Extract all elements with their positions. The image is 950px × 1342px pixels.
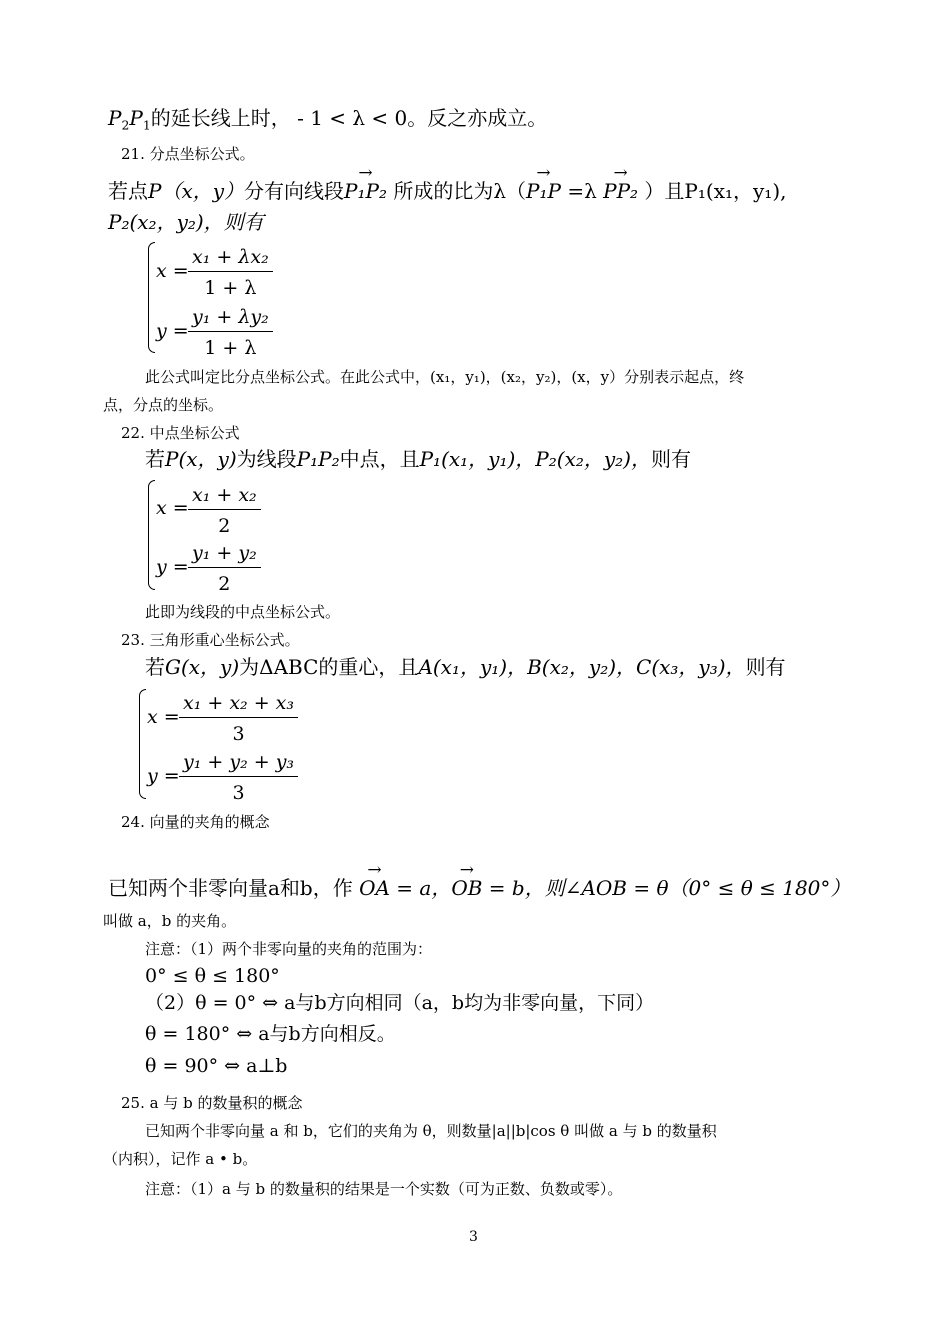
formula-x-lhs: x = xyxy=(156,260,189,282)
vector-oa: → OA xyxy=(359,878,390,898)
segment-p1p2: P₁P₂ xyxy=(296,447,340,471)
denominator: 3 xyxy=(232,723,245,745)
denominator: 3 xyxy=(232,782,245,804)
brace-bottom xyxy=(148,534,155,590)
formula-y-lhs: y = xyxy=(156,556,189,578)
text: = a， xyxy=(389,876,452,900)
numerator: y₁ + λy₂ xyxy=(188,306,273,332)
page-number: 3 xyxy=(469,1229,478,1245)
text: 若 xyxy=(145,655,165,679)
lambda-inequality: - 1 < λ < 0 xyxy=(290,106,408,130)
denominator: 2 xyxy=(218,515,231,537)
denominator: 1 + λ xyxy=(204,277,257,299)
vector-ob: → OB xyxy=(451,878,482,898)
numerator: y₁ + y₂ xyxy=(188,542,261,568)
point-p2: P₂(x₂，y₂)， xyxy=(535,447,651,471)
brace-bottom xyxy=(139,743,146,799)
p2-coordinates-line: P₂(x₂，y₂)，则有 xyxy=(108,210,264,234)
point-p: P(x，y) xyxy=(165,447,237,471)
text: 中点，且 xyxy=(339,447,420,471)
text: ）且P₁(x₁，y₁), xyxy=(638,179,787,203)
fraction-y-midpoint xyxy=(188,542,261,595)
point-p1: P₁(x₁，y₁)， xyxy=(419,447,536,471)
numerator: y₁ + y₂ + y₃ xyxy=(179,751,298,777)
denominator: 1 + λ xyxy=(204,337,257,359)
point-b: B(x₂，y₂)， xyxy=(527,655,637,679)
point-p1: P xyxy=(129,106,143,130)
note-25: 注意：（1）a 与 b 的数量积的结果是一个实数（可为正数、负数或零）。 xyxy=(145,1180,623,1198)
brace-top xyxy=(139,689,146,744)
angle-90: θ = 90° ⇔ a⊥b xyxy=(145,1055,288,1077)
fraction-x-midpoint xyxy=(188,484,261,537)
text: 所成的比为λ（ xyxy=(387,179,527,203)
heading-23: 23. 三角形重心坐标公式。 xyxy=(121,631,300,649)
angle-zero: （2）θ = 0° ⇔ a与b方向相同（a，b均为非零向量，下同） xyxy=(145,992,655,1014)
text: 则有 xyxy=(745,655,786,679)
formula-x-lhs: x = xyxy=(147,706,180,728)
brace-top xyxy=(148,480,155,535)
line-extension-condition xyxy=(108,106,548,133)
point-a: A(x₁，y₁)， xyxy=(418,655,528,679)
fraction-y-division xyxy=(188,306,273,359)
heading-24: 24. 向量的夹角的概念 xyxy=(121,813,270,831)
note-24: 注意：（1）两个非零向量的夹角的范围为： xyxy=(145,940,433,958)
note-21-line1: 此公式叫定比分点坐标公式。在此公式中，(x₁，y₁)，(x₂，y₂)，(x，y）分别表示起点，终 xyxy=(145,368,745,386)
dot-product-definition-line2: （内积），记作 a • b。 xyxy=(103,1150,258,1168)
fraction-x-division xyxy=(188,246,273,299)
line1-tail: 。反之亦成立。 xyxy=(407,106,548,130)
formula-y-lhs: y = xyxy=(147,765,180,787)
angle-180: θ = 180° ⇔ a与b方向相反。 xyxy=(145,1023,396,1045)
centroid-statement xyxy=(145,657,786,677)
subscript: 1 xyxy=(142,117,151,133)
numerator: x₁ + x₂ + x₃ xyxy=(179,692,298,718)
midpoint-statement xyxy=(145,449,691,469)
point-p: P（x，y） xyxy=(148,179,245,203)
vector-p1p: → P₁P xyxy=(526,181,561,201)
heading-22: 22. 中点坐标公式 xyxy=(121,424,240,442)
text: 若点 xyxy=(108,179,148,203)
text: 若 xyxy=(145,447,165,471)
fraction-y-centroid xyxy=(179,751,298,804)
fraction-x-centroid xyxy=(179,692,298,745)
point-g: G(x，y) xyxy=(165,655,240,679)
note-22: 此即为线段的中点坐标公式。 xyxy=(145,603,341,621)
numerator: x₁ + x₂ xyxy=(188,484,261,510)
note-21-line2: 点，分点的坐标。 xyxy=(103,396,224,414)
text: 已知两个非零向量a和b，作 xyxy=(108,876,360,900)
point-c: C(x₃，y₃)， xyxy=(636,655,746,679)
point-p2: P xyxy=(108,106,122,130)
brace-bottom xyxy=(148,296,155,353)
heading-21: 21. 分点坐标公式。 xyxy=(121,145,255,163)
brace-top xyxy=(148,242,155,297)
numerator: x₁ + λx₂ xyxy=(188,246,273,272)
angle-definition xyxy=(108,878,850,898)
line1-text: 的延长线上时， xyxy=(150,106,291,130)
note-24-tail: 叫做 a，b 的夹角。 xyxy=(103,912,237,930)
vector-pp2: → PP₂ xyxy=(603,181,638,201)
angle-range: 0° ≤ θ ≤ 180° xyxy=(145,965,280,987)
text: =λ xyxy=(560,179,604,203)
text: 则有 xyxy=(651,447,691,471)
division-formula-statement xyxy=(108,181,787,201)
text: 为ΔABC的重心，且 xyxy=(239,655,419,679)
formula-y-lhs: y = xyxy=(156,320,189,342)
formula-x-lhs: x = xyxy=(156,497,189,519)
denominator: 2 xyxy=(218,573,231,595)
dot-product-definition-line1: 已知两个非零向量 a 和 b，它们的夹角为 θ，则数量|a||b|cos θ 叫做 a 与 b 的数量积 xyxy=(145,1122,717,1140)
subscript: 2 xyxy=(121,117,130,133)
heading-25: 25. a 与 b 的数量积的概念 xyxy=(121,1094,303,1112)
vector-p1p2: → P₁P₂ xyxy=(344,181,387,201)
text: 分有向线段 xyxy=(244,179,345,203)
text: = b，则∠AOB = θ（0° ≤ θ ≤ 180°） xyxy=(482,876,851,900)
text: 为线段 xyxy=(236,447,297,471)
